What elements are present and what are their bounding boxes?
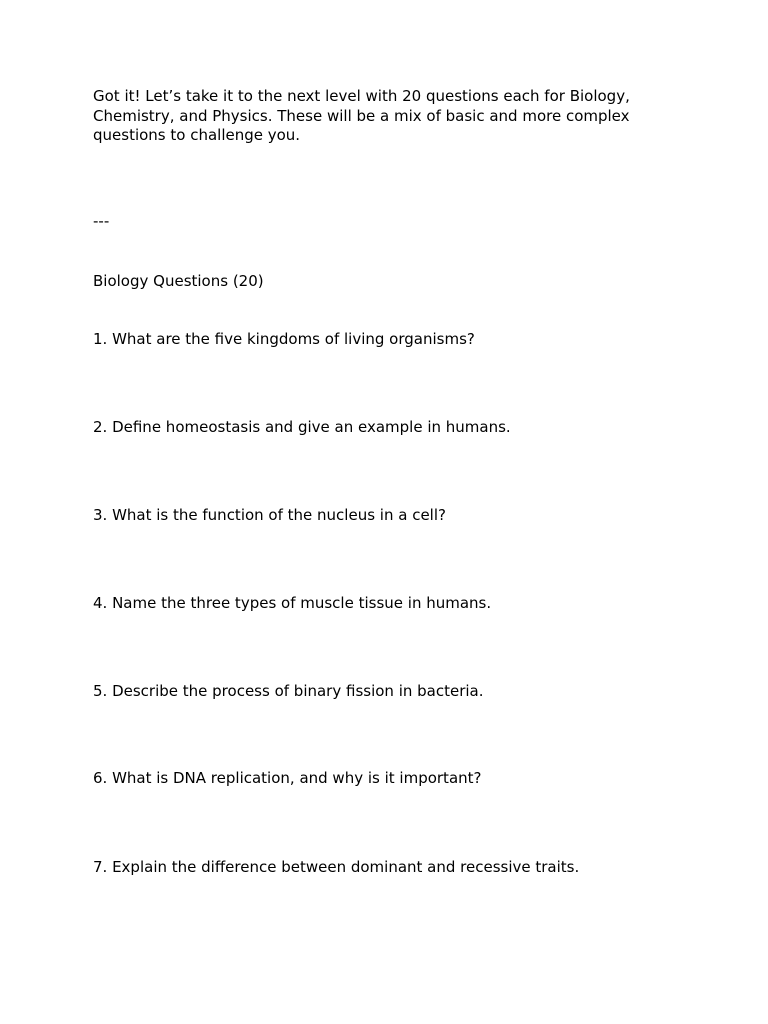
question-item: 5. Describe the process of binary fission in bacteria. — [93, 682, 484, 700]
intro-paragraph: Got it! Let’s take it to the next level with 20 questions each for Biology, Chemistry, and Physics. These will be a mix of basic and more complex questions to challenge you. — [93, 87, 630, 144]
question-item: 6. What is DNA replication, and why is it important? — [93, 769, 482, 787]
section-heading: Biology Questions (20) — [93, 272, 264, 290]
question-item: 3. What is the function of the nucleus in a cell? — [93, 506, 446, 524]
question-item: 1. What are the five kingdoms of living organisms? — [93, 330, 475, 348]
question-item: 7. Explain the difference between dominant and recessive traits. — [93, 858, 580, 876]
question-item: 2. Define homeostasis and give an example in humans. — [93, 418, 511, 436]
section-separator: --- — [93, 212, 110, 230]
question-item: 4. Name the three types of muscle tissue in humans. — [93, 594, 492, 612]
